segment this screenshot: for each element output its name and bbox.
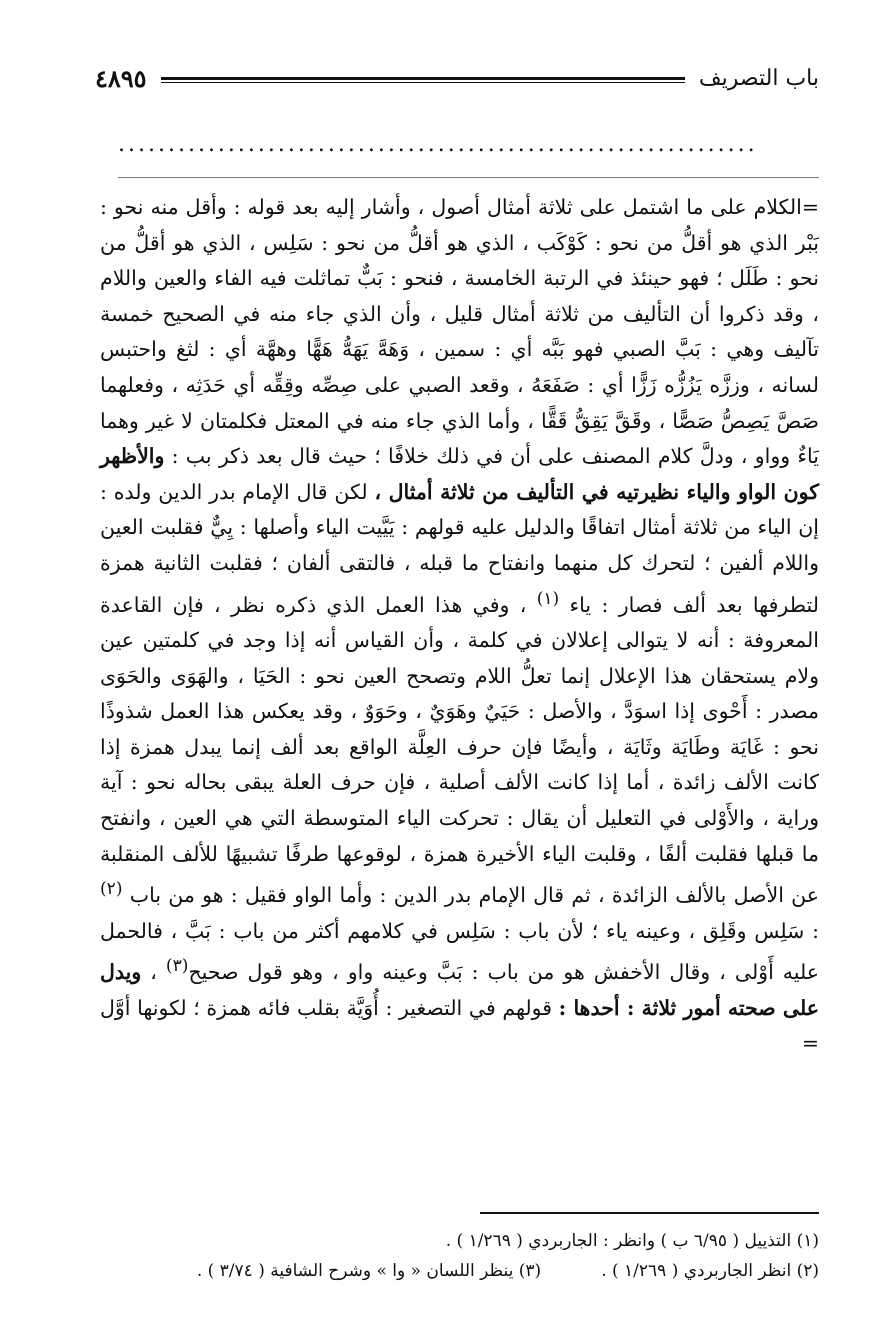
chapter-title: باب التصريف bbox=[698, 65, 819, 91]
bold-quote: والأظهر كون الواو والياء نظيرتيه في التأليف من ثلاثة أمثال ، bbox=[100, 444, 819, 504]
footnote-line-2 bbox=[110, 1256, 819, 1286]
footnote-rule bbox=[480, 1212, 819, 1214]
header-rule bbox=[161, 77, 685, 83]
text-segment: ، bbox=[141, 959, 166, 984]
footnote-ref-2[interactable]: (٢) bbox=[100, 879, 123, 900]
footnote-1: (١) التذييل ( ٦/٩٥ ب ) وانظر : الجاربردي ( ١/٢٦٩ ) . bbox=[445, 1231, 819, 1251]
text-segment: ، وفي هذا العمل الذي ذكره نظر ، فإن القاعدة المعروفة : أنه لا يتوالى إعلالان في كلمة ، وأن القياس أنه إذا وجد في كلمتين عين ولام يستحقان هذا الإعلال إنما تعلُّ اللام وتصحح العين نحو : الحَيَا ، والهَوَى والحَوَى مصدر : أَحْوى إذا اسوَدَّ ، والأصل : حَيَيٌ وهَوَيٌ ، وحَوَوٌ ، وقد يعكس هذا العمل شذوذًا نحو : غَايَة وطَايَة وثَايَة ، وأيضًا فإن حرف العِلَّة الواقع بعد ألف إنما يبدل همزة إذا كانت الألف زائدة ، أما إذا كانت الألف أصلية ، فإن حرف العلة يبقى بحاله نحو : آية وراية ، والأَوْلى في التعليل أن يقال : تحركت الياء المتوسطة التي هي العين ، وانفتح ما قبلها فقلبت ألفًا ، وقلبت الياء الأخيرة همزة ، لوقوعها طرفًا تشبيهًا للألف المنقلبة عن الأصل بالألف الزائدة ، ثم قال الإمام بدر الدين : وأما الواو فقيل : هو من باب bbox=[100, 592, 819, 907]
footnote-ref-1[interactable]: (١) bbox=[536, 588, 560, 609]
page-number: ٤٨٩٥ bbox=[95, 63, 147, 93]
footnotes bbox=[110, 1226, 819, 1286]
footnote-ref-3[interactable]: (٣) bbox=[165, 956, 189, 977]
text-segment: لكن قال الإمام بدر الدين ولده : إن الياء من ثلاثة أمثال اتفاقًا والدليل عليه قولهم : يَيَّيت الياء وأصلها : يِيٌّ فقلبت العين واللام ألفين ؛ لتحرك كل منهما وانفتاح ما قبله ، فالتقى ألفان ؛ فقلبت الثانية همزة لتطرفها بعد ألف فصار : ياء bbox=[100, 479, 819, 617]
bold-phrase: ويدل على صحته أمور ثلاثة : أحدها : bbox=[100, 959, 819, 1020]
main-text bbox=[100, 190, 819, 1062]
text-segment: الكلام على ما اشتمل على ثلاثة أمثال أصول ، وأشار إليه بعد قوله : وأقل منه نحو : بَبْر الذي هو أقلُّ من نحو : كَوْكَب ، الذي هو أقلُّ من نحو : سَلِس ، الذي هو أقلُّ من نحو : طَلَل ؛ فهو حينئذ في الرتبة الخامسة ، فنحو : بَبٌّ تماثلت فيه الفاء والعين واللام ، وقد ذكروا أن التأليف من ثلاثة أمثال قليل ، وأن الذي جاء منه في الصحيح خمسة تآليف وهي : بَبَّ الصبي فهو بَبَّه أي : سمين ، وَهَهَّ يَهَهُّ هَهًّا وههَّة أي : لثغ واحتبس لسانه ، وززَّه يَزُزُّه زَزًّا أي : صَفَعَهُ ، وقعد الصبي على صِصِّه وقِقِّه أي حَدَثِه ، وفعلهما صَصَّ يَصِصُّ صَصًّا ، وقَقَّ يَقِقُّ قَقًّا ، وأما الذي جاء منه في المعتل فكلمتان لا غير وهما يَاءٌ وواو ، ودلَّ كلام المصنف على أن في ذلك خلافًا ؛ حيث قال بعد ذكر بب : bbox=[100, 195, 819, 469]
dotted-separator: ................................................................ bbox=[118, 132, 758, 157]
running-header bbox=[95, 58, 819, 98]
body-paragraph bbox=[100, 190, 819, 1062]
text-segment: قولهم في التصغير : أُوَيَّة بقلب فائه همزة ؛ لكونها أوَّل bbox=[100, 995, 559, 1020]
text-segment: : سَلِس وقَلِق ، وعينه ياء ؛ لأن باب : سَلِس في كلامهم أكثر من باب : بَبَّ ، فالحمل عليه أَوْلى ، وقال الأخفش هو من باب : بَبَّ وعينه واو ، وهو قول صحيح bbox=[100, 918, 819, 984]
separator-rule bbox=[118, 177, 819, 178]
continuation-mark: = bbox=[801, 195, 819, 219]
footnote-3: (٣) ينظر اللسان « وا » وشرح الشافية ( ٣/٧٤ ) . bbox=[196, 1261, 542, 1281]
footnote-line-1 bbox=[110, 1226, 819, 1256]
footnote-2: (٢) انظر الجاربردي ( ١/٢٦٩ ) . bbox=[601, 1261, 819, 1281]
continuation-mark-end: = bbox=[801, 1031, 819, 1056]
